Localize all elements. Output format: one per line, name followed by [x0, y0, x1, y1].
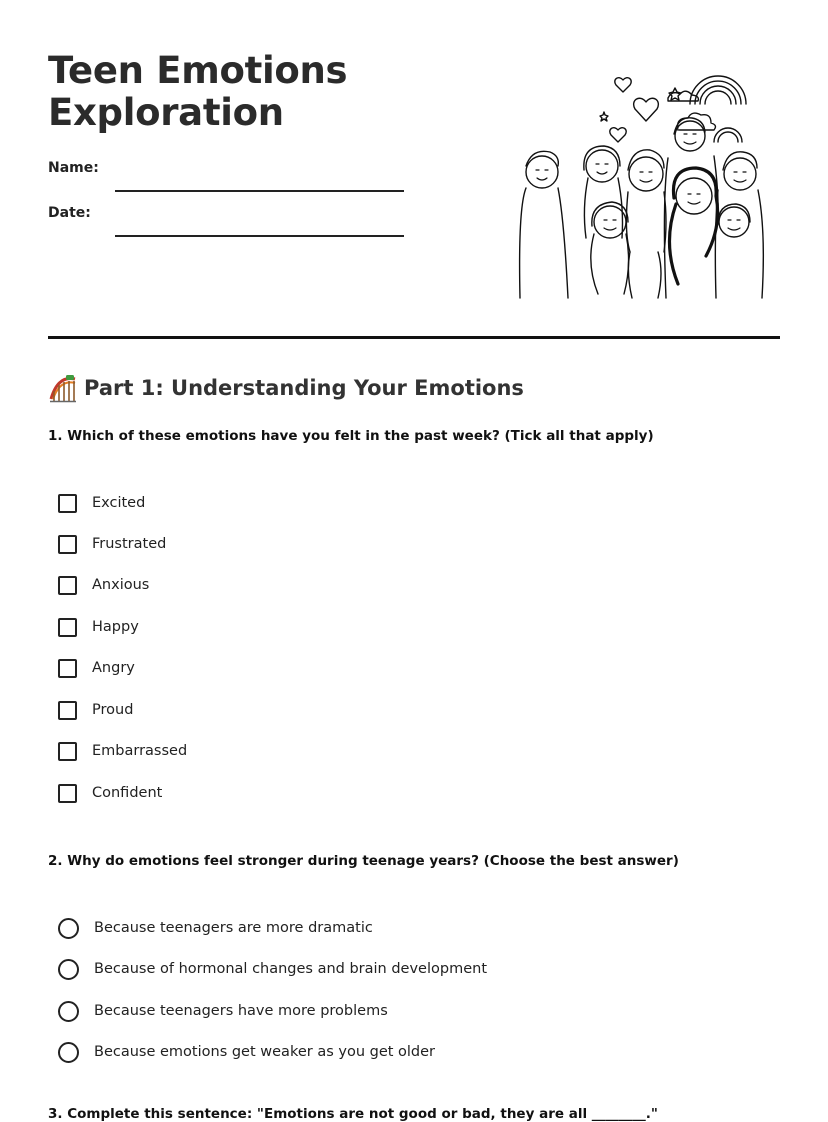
question-2-text: 2. Why do emotions feel stronger during teenage years? (Choose the best answer) [48, 853, 679, 869]
part-1-heading [48, 372, 524, 404]
name-input[interactable] [115, 172, 404, 192]
date-field-row [48, 205, 404, 235]
option-label: Anxious [92, 577, 150, 593]
radio-option-4[interactable] [58, 1039, 435, 1065]
option-label: Confident [92, 785, 163, 801]
heart-icon [610, 128, 626, 142]
rainbow-icon [668, 76, 746, 104]
name-field-row [48, 160, 404, 190]
radio-option-1[interactable] [58, 915, 373, 941]
radio-button[interactable] [58, 1042, 79, 1063]
checkbox[interactable] [58, 742, 77, 761]
teen-group-illustration [518, 66, 772, 300]
checkbox-option-confident[interactable] [58, 780, 162, 806]
option-label: Because of hormonal changes and brain development [94, 961, 488, 977]
worksheet-title [48, 50, 347, 134]
name-label: Name: [48, 160, 99, 176]
option-label: Because emotions get weaker as you get older [94, 1044, 436, 1060]
checkbox[interactable] [58, 701, 77, 720]
heart-icon [634, 98, 659, 121]
option-label: Embarrassed [92, 743, 188, 759]
roller-coaster-emoji-icon [48, 373, 78, 403]
option-label: Excited [92, 495, 146, 511]
question-1-text: 1. Which of these emotions have you felt in the past week? (Tick all that apply) [48, 428, 654, 444]
checkbox-option-anxious[interactable] [58, 572, 149, 598]
option-label: Proud [92, 702, 134, 718]
question-3-text: 3. Complete this sentence: "Emotions are not good or bad, they are all ________." [48, 1106, 658, 1122]
radio-button[interactable] [58, 959, 79, 980]
radio-option-3[interactable] [58, 998, 388, 1024]
option-label: Because teenagers are more dramatic [94, 920, 373, 936]
option-label: Because teenagers have more problems [94, 1003, 388, 1019]
star-icon [669, 88, 681, 100]
checkbox[interactable] [58, 618, 77, 637]
radio-button[interactable] [58, 1001, 79, 1022]
checkbox[interactable] [58, 784, 77, 803]
star-icon [600, 112, 608, 121]
checkbox-option-angry[interactable] [58, 655, 135, 681]
title-line-1: Teen Emotions [48, 49, 348, 92]
heart-icon [615, 78, 631, 92]
radio-option-2[interactable] [58, 956, 487, 982]
checkbox-option-frustrated[interactable] [58, 531, 166, 557]
section-divider [48, 336, 780, 339]
checkbox[interactable] [58, 576, 77, 595]
option-label: Frustrated [92, 536, 167, 552]
part-1-title: Part 1: Understanding Your Emotions [84, 376, 524, 400]
radio-button[interactable] [58, 918, 79, 939]
checkbox-option-happy[interactable] [58, 614, 139, 640]
checkbox[interactable] [58, 659, 77, 678]
date-input[interactable] [115, 217, 404, 237]
title-line-2: Exploration [48, 91, 284, 134]
checkbox-option-excited[interactable] [58, 490, 145, 516]
date-label: Date: [48, 205, 91, 221]
checkbox[interactable] [58, 535, 77, 554]
checkbox[interactable] [58, 494, 77, 513]
option-label: Angry [92, 660, 135, 676]
checkbox-option-embarrassed[interactable] [58, 738, 187, 764]
option-label: Happy [92, 619, 139, 635]
worksheet-page [48, 0, 780, 1122]
checkbox-option-proud[interactable] [58, 697, 133, 723]
